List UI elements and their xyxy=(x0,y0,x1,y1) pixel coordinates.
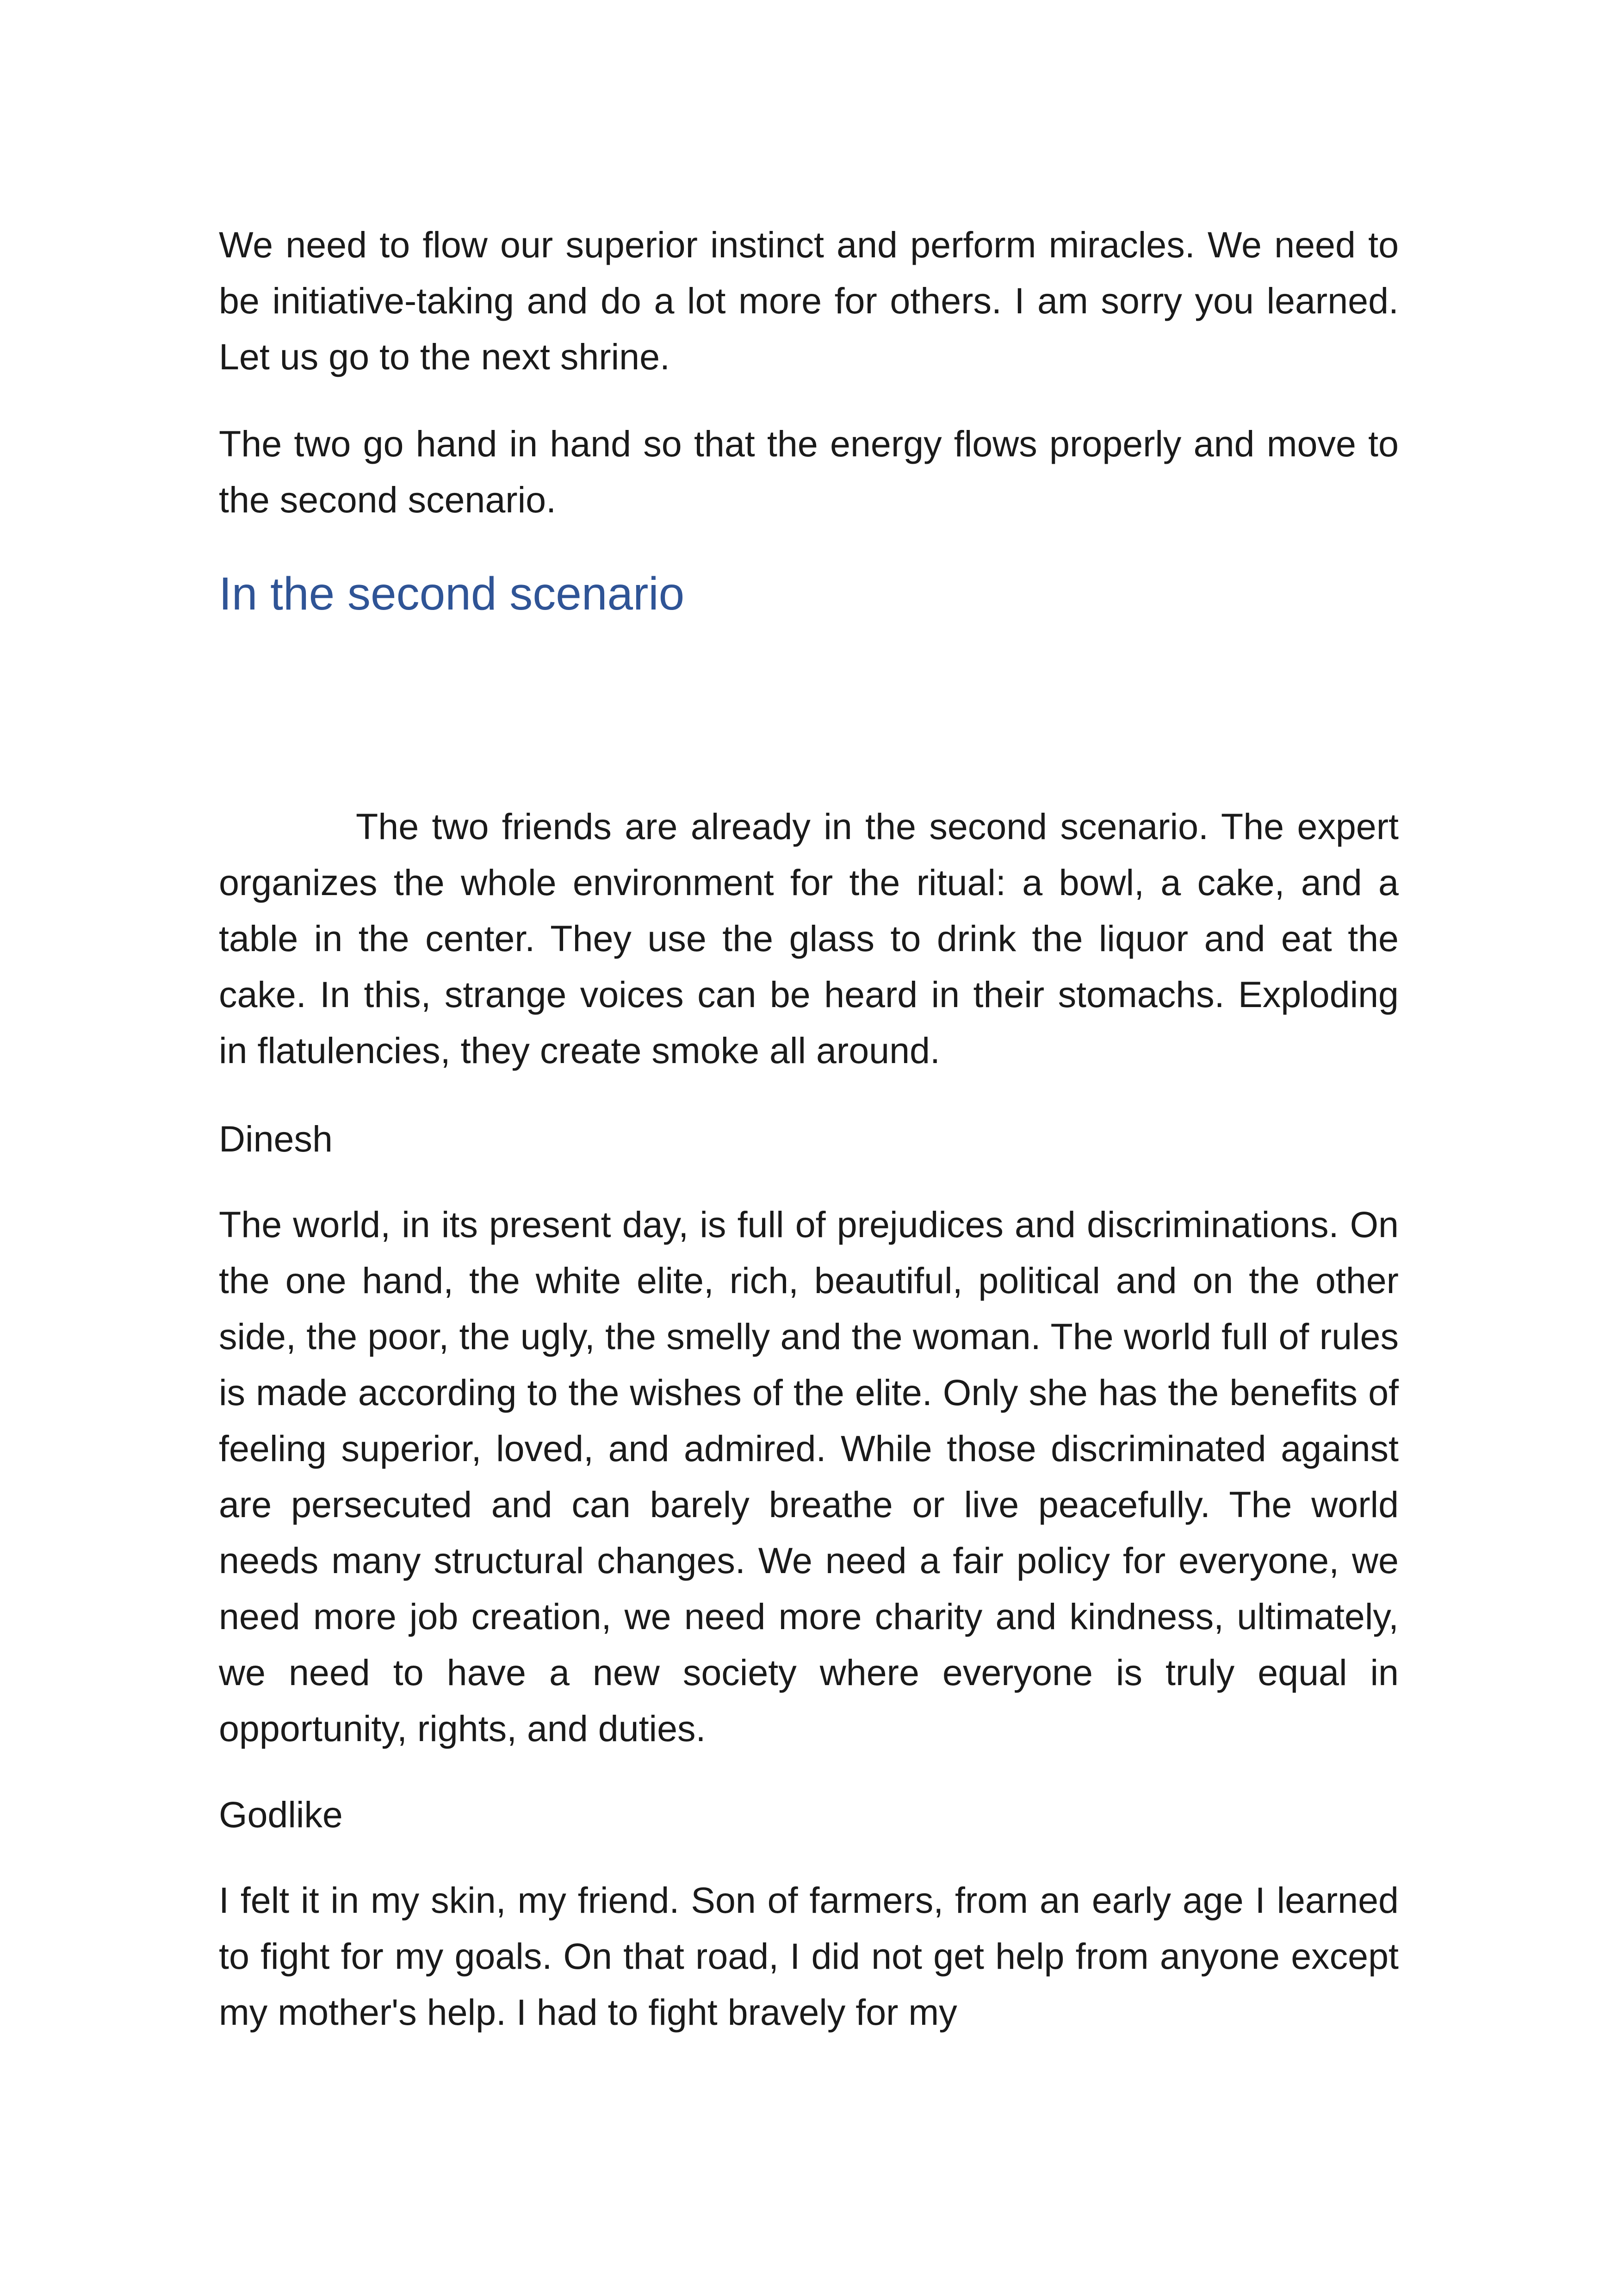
speaker-name-dinesh: Dinesh xyxy=(219,1118,333,1159)
paragraph-3-text: The two friends are already in the second scenario. The expert organizes the whole environment for the ritual: a bowl, a cake, and a table in the center. They use the glass to drink the liquor and eat the cake. In this, strange voices can be heard in their stomachs. Exploding in flatulencies, they create smoke all around. xyxy=(219,806,1399,1071)
section-heading: In the second scenario xyxy=(219,568,685,620)
paragraph-4: The world, in its present day, is full of prejudices and discriminations. On the one hand, the white elite, rich, beautiful, political and on the other side, the poor, the ugly, the smelly and the woman. The world full of rules is made according to the wishes of the elite. Only she has the benefits of feeling superior, loved, and admired. While those discriminated against are persecuted and can barely breathe or live peacefully. The world needs many structural changes. We need a fair policy for everyone, we need more job creation, we need more charity and kindness, ultimately, we need to have a new society where everyone is truly equal in opportunity, rights, and duties. xyxy=(219,1204,1399,1749)
speaker-name-godlike: Godlike xyxy=(219,1794,343,1835)
paragraph-2: The two go hand in hand so that the energy flows properly and move to the second scenario. xyxy=(219,423,1399,520)
paragraph-1: We need to flow our superior instinct and perform miracles. We need to be initiative-taking and do a lot more for others. I am sorry you learned. Let us go to the next shrine. xyxy=(219,224,1399,377)
paragraph-3 xyxy=(219,798,1399,1078)
paragraph-5 xyxy=(219,1872,1399,2040)
paragraph-5-text: I felt it in my skin, my friend. Son of farmers, from an early age I learned to fight for my goals. On that road, I did not get help from anyone except my mother's help. I had to fight bravely for my xyxy=(219,1879,1399,2033)
